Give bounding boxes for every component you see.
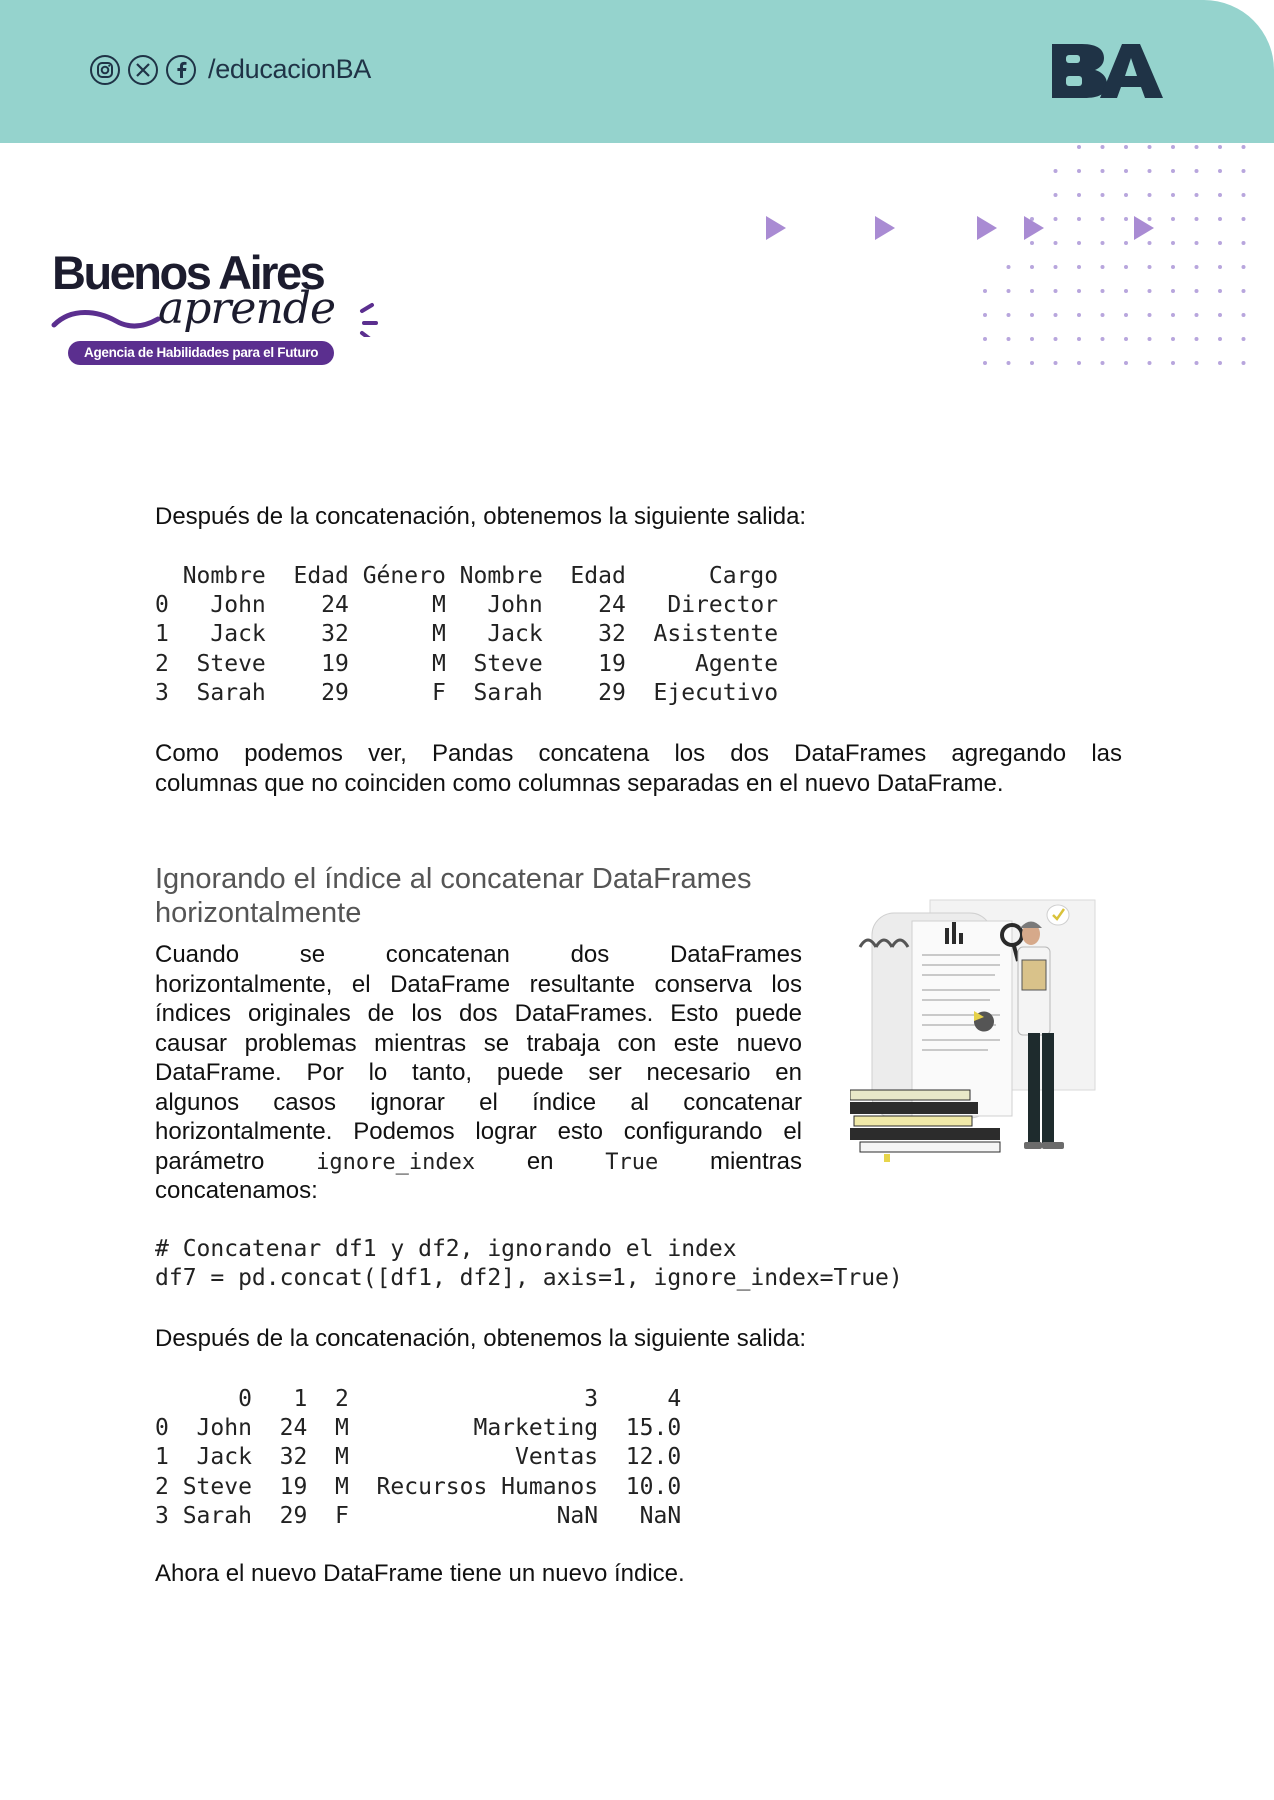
decorative-dot — [1171, 265, 1175, 269]
decorative-dot — [1030, 289, 1034, 293]
decorative-dot — [1218, 193, 1222, 197]
inline-code-true: True — [605, 1150, 659, 1175]
decorative-dot — [1171, 145, 1175, 149]
decorative-dot — [1101, 265, 1105, 269]
decorative-dot — [983, 289, 987, 293]
decorative-dot — [1101, 193, 1105, 197]
buenos-aires-aprende-logo — [50, 245, 390, 375]
decorative-dot — [1030, 313, 1034, 317]
instagram-icon[interactable] — [90, 55, 120, 85]
decorative-dot — [1101, 361, 1105, 365]
en-word: en — [526, 1148, 554, 1175]
decorative-dot — [1195, 289, 1199, 293]
decorative-dot — [1054, 361, 1058, 365]
decorative-dot — [1171, 289, 1175, 293]
decorative-dot — [1077, 337, 1081, 341]
paragraph-1-line-2: columnas que no coinciden como columnas separadas en el nuevo DataFrame. — [155, 770, 1004, 797]
ba-logo — [1050, 40, 1165, 102]
decorative-dot — [1218, 361, 1222, 365]
decorative-dot — [1007, 337, 1011, 341]
decorative-dot — [1195, 193, 1199, 197]
data-analyst-illustration — [850, 895, 1100, 1170]
decorative-dot — [1054, 313, 1058, 317]
decorative-dot — [1007, 313, 1011, 317]
decorative-dot — [1054, 337, 1058, 341]
decorative-dot — [1148, 145, 1152, 149]
output-table-2: 0 1 2 3 4 0 John 24 M Marketing 15.0 1 Jack 32 M Ventas 12.0 2 Steve 19 M Recursos Humanos 10.0 3 Sarah 29 F NaN NaN — [155, 1386, 682, 1529]
decorative-dot — [1101, 169, 1105, 173]
logo-script: aprende — [158, 283, 336, 334]
paragraph-2-line: algunos casos ignorar el índice al concatenar — [155, 1089, 802, 1116]
decorative-dot — [1101, 145, 1105, 149]
decorative-dot — [1077, 265, 1081, 269]
decorative-dot — [1124, 337, 1128, 341]
decorative-dot — [1195, 313, 1199, 317]
decorative-dot — [1124, 145, 1128, 149]
section-heading-line-1: Ignorando el índice al concatenar DataFrames — [155, 863, 752, 895]
logo-badge: Agencia de Habilidades para el Futuro — [68, 341, 334, 365]
decorative-dot — [1171, 361, 1175, 365]
decorative-dot — [1242, 337, 1246, 341]
output-table-1: Nombre Edad Género Nombre Edad Cargo 0 John 24 M John 24 Director 1 Jack 32 M Jack 32 Asistente 2 Steve 19 M Steve 19 Agente 3 Sarah 29 F Sarah 29 Ejecutivo — [155, 563, 779, 706]
paragraph-1-line-1: Como podemos ver, Pandas concatena los dos DataFrames agregando las — [155, 740, 1122, 767]
decorative-dot — [1148, 361, 1152, 365]
decorative-dot — [1195, 265, 1199, 269]
decorative-arrows — [760, 210, 1160, 250]
decorative-dot — [1218, 217, 1222, 221]
section-heading-line-2: horizontalmente — [155, 897, 362, 929]
decorative-dot — [1030, 361, 1034, 365]
decorative-dot — [1195, 217, 1199, 221]
decorative-dot — [1030, 337, 1034, 341]
paragraph-2-line: índices originales de los dos DataFrames. Esto puede — [155, 1000, 802, 1027]
decorative-dot — [1218, 313, 1222, 317]
decorative-dot — [983, 313, 987, 317]
decorative-dot — [1007, 289, 1011, 293]
facebook-icon[interactable] — [166, 55, 196, 85]
decorative-dot — [1148, 337, 1152, 341]
param-word: parámetro — [155, 1148, 265, 1175]
decorative-dot — [1195, 241, 1199, 245]
decorative-dot — [1242, 361, 1246, 365]
decorative-dot — [1030, 265, 1034, 269]
decorative-dot — [1054, 289, 1058, 293]
header-bar — [0, 0, 1274, 143]
decorative-dot — [1171, 313, 1175, 317]
decorative-dot — [1148, 289, 1152, 293]
decorative-dot — [1054, 169, 1058, 173]
decorative-dot — [1054, 265, 1058, 269]
decorative-dot — [1195, 145, 1199, 149]
decorative-dot — [1077, 193, 1081, 197]
decorative-dot — [1218, 169, 1222, 173]
paragraph-2-last-line: concatenamos: — [155, 1177, 318, 1204]
code-block: # Concatenar df1 y df2, ignorando el index df7 = pd.concat([df1, df2], axis=1, ignore_index=True) — [155, 1236, 903, 1292]
decorative-dot — [1007, 361, 1011, 365]
decorative-dot — [1077, 289, 1081, 293]
decorative-dot — [1077, 169, 1081, 173]
decorative-dot — [1171, 193, 1175, 197]
decorative-dot — [1171, 241, 1175, 245]
decorative-dot — [1101, 313, 1105, 317]
paragraph-2-line: horizontalmente, el DataFrame resultante conserva los — [155, 971, 802, 998]
logo-title: Buenos Aires — [52, 246, 324, 299]
closing-text: Ahora el nuevo DataFrame tiene un nuevo índice. — [155, 1560, 685, 1587]
paragraph-2-param-line — [155, 1147, 802, 1178]
intro-text: Después de la concatenación, obtenemos la siguiente salida: — [155, 503, 807, 530]
inline-code-ignore-index: ignore_index — [316, 1150, 476, 1175]
decorative-dot — [1171, 337, 1175, 341]
decorative-dot — [1242, 145, 1246, 149]
decorative-dot — [983, 361, 987, 365]
paragraph-2-line: causar problemas mientras se trabaja con este nuevo — [155, 1030, 802, 1057]
decorative-dot — [1007, 265, 1011, 269]
decorative-dot — [1124, 361, 1128, 365]
decorative-dot — [1077, 313, 1081, 317]
decorative-dot — [1124, 265, 1128, 269]
section-heading — [155, 862, 751, 930]
decorative-dot — [1242, 265, 1246, 269]
decorative-dot — [1077, 145, 1081, 149]
decorative-dot — [1242, 313, 1246, 317]
decorative-dot — [1195, 361, 1199, 365]
decorative-dot — [1124, 169, 1128, 173]
decorative-dot — [1195, 169, 1199, 173]
decorative-dot-grid — [980, 142, 1255, 382]
decorative-dot — [1218, 145, 1222, 149]
social-links — [90, 54, 371, 85]
decorative-dot — [1218, 265, 1222, 269]
decorative-dot — [1148, 193, 1152, 197]
decorative-dot — [1218, 289, 1222, 293]
decorative-dot — [1242, 169, 1246, 173]
decorative-dot — [1101, 289, 1105, 293]
decorative-dot — [1077, 361, 1081, 365]
decorative-dot — [1124, 289, 1128, 293]
decorative-dot — [1101, 337, 1105, 341]
decorative-dot — [1242, 217, 1246, 221]
decorative-dot — [1054, 193, 1058, 197]
decorative-dot — [1148, 313, 1152, 317]
decorative-dot — [1218, 241, 1222, 245]
x-icon[interactable] — [128, 55, 158, 85]
decorative-dot — [1171, 217, 1175, 221]
decorative-dot — [1124, 313, 1128, 317]
decorative-dot — [1242, 193, 1246, 197]
paragraph-2-line: DataFrame. Por lo tanto, puede ser necesario en — [155, 1059, 802, 1086]
decorative-dot — [1171, 169, 1175, 173]
intro-text-2: Después de la concatenación, obtenemos la siguiente salida: — [155, 1325, 807, 1352]
decorative-dot — [1218, 337, 1222, 341]
decorative-dot — [1242, 289, 1246, 293]
paragraph-2-line: Cuando se concatenan dos DataFrames — [155, 941, 802, 968]
decorative-dot — [983, 337, 987, 341]
decorative-dot — [1124, 193, 1128, 197]
paragraph-2-line: horizontalmente. Podemos lograr esto configurando el — [155, 1118, 802, 1145]
decorative-dot — [1195, 337, 1199, 341]
decorative-dot — [1148, 265, 1152, 269]
social-handle[interactable]: /educacionBA — [208, 54, 372, 84]
decorative-dot — [1242, 241, 1246, 245]
decorative-dot — [1148, 169, 1152, 173]
mientras-word: mientras — [709, 1148, 802, 1175]
